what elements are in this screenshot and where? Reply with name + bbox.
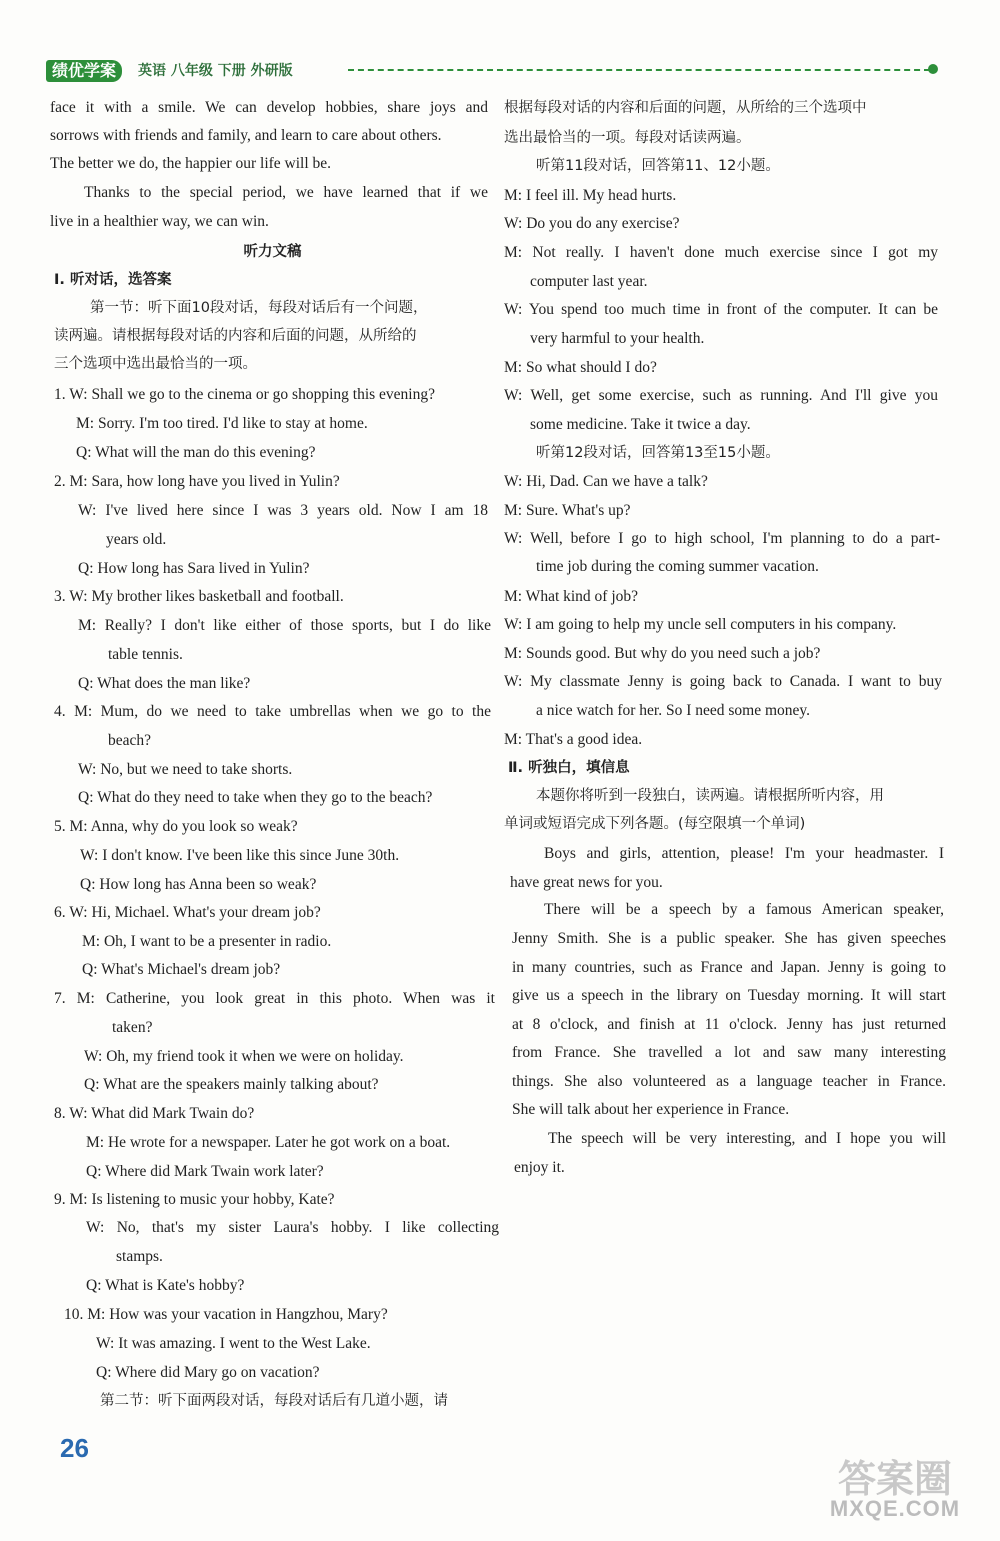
text-line: live in a healthier way, we can win. (50, 213, 269, 230)
monologue-line: The speech will be very interesting, and I hope you will (548, 1130, 946, 1147)
dialog-line: beach? (108, 732, 152, 749)
monologue-line: have great news for you. (510, 874, 663, 891)
dialog-line: M: What kind of job? (504, 588, 639, 605)
dialog-line: 10. M: How was your vacation in Hangzhou, Mary? (64, 1306, 388, 1323)
dialog-line: 9. M: Is listening to music your hobby, Kate? (54, 1191, 335, 1208)
dialog-line: time job during the coming summer vacation. (536, 558, 819, 575)
watermark-logo: 答案圈 (837, 1457, 952, 1501)
dialog-line: W: Do you do any exercise? (504, 215, 680, 232)
text-line: The better we do, the happier our life will be. (50, 155, 332, 172)
site-watermark (820, 1448, 970, 1528)
dialog-line: W: No, but we need to take shorts. (78, 761, 293, 778)
dialog-line: W: My classmate Jenny is going back to Canada. I want to buy (504, 673, 942, 690)
dialog-line: M: Not really. I haven't done much exercise since I got my (504, 244, 938, 261)
dialog-line: 6. W: Hi, Michael. What's your dream job? (54, 904, 321, 921)
question-line: Q: How long has Sara lived in Yulin? (78, 560, 310, 577)
instruction-line: 第一节：听下面10段对话，每段对话后有一个问题， (90, 300, 428, 316)
text-line: face it with a smile. We can develop hobbies, share joys and (50, 99, 488, 116)
instruction-line: 读两遍。请根据每段对话的内容和后面的问题，从所给的 (54, 328, 417, 344)
question-line: Q: What's Michael's dream job? (82, 961, 281, 978)
dialog-line: very harmful to your health. (530, 330, 705, 347)
dialog-line: W: Well, get some exercise, such as running. And I'll give you (504, 387, 938, 404)
section-title: 听力文稿 (243, 244, 302, 260)
dialog-line: 7. M: Catherine, you look great in this photo. When was it (54, 990, 495, 1007)
header-subject: 英语 八年级 下册 外研版 (138, 63, 293, 79)
page-header (46, 58, 946, 86)
text-line: Thanks to the special period, we have learned that if we (84, 184, 488, 201)
dialog-line: M: Oh, I want to be a presenter in radio. (82, 933, 332, 950)
dialog-line: M: So what should I do? (504, 359, 657, 376)
monologue-line: things. She also volunteered as a language teacher in France. (512, 1073, 946, 1090)
dialog-line: W: Oh, my friend took it when we were on holiday. (84, 1048, 404, 1065)
dialog-line: M: He wrote for a newspaper. Later he got work on a boat. (86, 1134, 451, 1151)
dialog-line: computer last year. (530, 273, 648, 290)
dialog-line: W: I don't know. I've been like this since June 30th. (80, 847, 400, 864)
monologue-line: enjoy it. (514, 1159, 565, 1176)
dialog-line: table tennis. (108, 646, 183, 663)
dialog-line: 8. W: What did Mark Twain do? (54, 1105, 255, 1122)
question-line: Q: How long has Anna been so weak? (80, 876, 317, 893)
dialog-line: M: Sorry. I'm too tired. I'd like to stay at home. (76, 415, 368, 432)
dialog-line: 3. W: My brother likes basketball and football. (54, 588, 344, 605)
dialog-line: 5. M: Anna, why do you look so weak? (54, 818, 298, 835)
instruction-line: 听第12段对话，回答第13至15小题。 (536, 445, 780, 461)
dialog-line: M: Really? I don't like either of those sports, but I do like (78, 617, 491, 634)
dialog-line: years old. (106, 531, 167, 548)
monologue-line: at 8 o'clock, and finish at 11 o'clock. Jenny has just returned (512, 1016, 946, 1033)
question-line: Q: What will the man do this evening? (76, 444, 316, 461)
dialog-line: W: No, that's my sister Laura's hobby. I like collecting (86, 1219, 499, 1236)
dialog-line: W: It was amazing. I went to the West Lake. (96, 1335, 371, 1352)
dialog-line: M: Sure. What's up? (504, 502, 631, 519)
monologue-line: give us a speech in the library on Tuesday morning. It will start (512, 987, 946, 1004)
dialog-line: W: I've lived here since I was 3 years old. Now I am 18 (78, 502, 488, 519)
page-number: 26 (60, 1433, 89, 1463)
dialog-line: a nice watch for her. So I need some money. (536, 702, 811, 719)
dialog-line: taken? (112, 1019, 153, 1036)
question-line: Q: What do they need to take when they go to the beach? (78, 789, 433, 806)
instruction-line: 根据每段对话的内容和后面的问题，从所给的三个选项中 (504, 100, 867, 116)
section-heading: Ⅰ. 听对话，选答案 (54, 272, 172, 288)
monologue-line: There will be a speech by a famous American speaker, (544, 901, 944, 918)
question-line: Q: What are the speakers mainly talking about? (84, 1076, 379, 1093)
instruction-line: 单词或短语完成下列各题。(每空限填一个单词) (504, 816, 806, 832)
monologue-line: from France. She travelled a lot and saw many interesting (512, 1044, 946, 1061)
question-line: Q: Where did Mark Twain work later? (86, 1163, 324, 1180)
brand-logo: 绩优学案 (46, 60, 122, 82)
monologue-line: She will talk about her experience in France. (512, 1101, 790, 1118)
dialog-line: W: You spend too much time in front of the computer. It can be (504, 301, 938, 318)
instruction-line: 听第11段对话，回答第11、12小题。 (536, 158, 780, 174)
dialog-line: 4. M: Mum, do we need to take umbrellas when we go to the (54, 703, 491, 720)
question-line: Q: Where did Mary go on vacation? (96, 1364, 320, 1381)
dialog-line: W: Well, before I go to high school, I'm planning to do a part- (504, 530, 940, 547)
question-line: Q: What is Kate's hobby? (86, 1277, 245, 1294)
dialog-line: M: That's a good idea. (504, 731, 643, 748)
instruction-line: 本题你将听到一段独白，读两遍。请根据所听内容，用 (536, 788, 884, 804)
dialog-line: some medicine. Take it twice a day. (530, 416, 751, 433)
instruction-line: 第二节：听下面两段对话，每段对话后有几道小题，请 (100, 1393, 448, 1409)
question-line: Q: What does the man like? (78, 675, 251, 692)
header-dot (928, 64, 938, 74)
monologue-line: Boys and girls, attention, please! I'm your headmaster. I (544, 845, 944, 862)
watermark-site: MXQE.COM (829, 1496, 961, 1521)
text-line: sorrows with friends and family, and learn to care about others. (50, 127, 442, 144)
section-heading: Ⅱ. 听独白，填信息 (508, 760, 630, 776)
dialog-line: 1. W: Shall we go to the cinema or go shopping this evening? (54, 386, 435, 403)
monologue-line: Jenny Smith. She is a public speaker. She has given speeches (512, 930, 946, 947)
dialog-line: M: Sounds good. But why do you need such a job? (504, 645, 821, 662)
instruction-line: 选出最恰当的一项。每段对话读两遍。 (504, 130, 751, 146)
header-divider (348, 69, 930, 71)
dialog-line: M: I feel ill. My head hurts. (504, 187, 677, 204)
dialog-line: W: Hi, Dad. Can we have a talk? (504, 473, 708, 490)
instruction-line: 三个选项中选出最恰当的一项。 (54, 356, 257, 372)
dialog-line: W: I am going to help my uncle sell computers in his company. (504, 616, 897, 633)
dialog-line: stamps. (116, 1248, 163, 1265)
dialog-line: 2. M: Sara, how long have you lived in Yulin? (54, 473, 340, 490)
monologue-line: in many countries, such as France and Japan. Jenny is going to (512, 959, 946, 976)
